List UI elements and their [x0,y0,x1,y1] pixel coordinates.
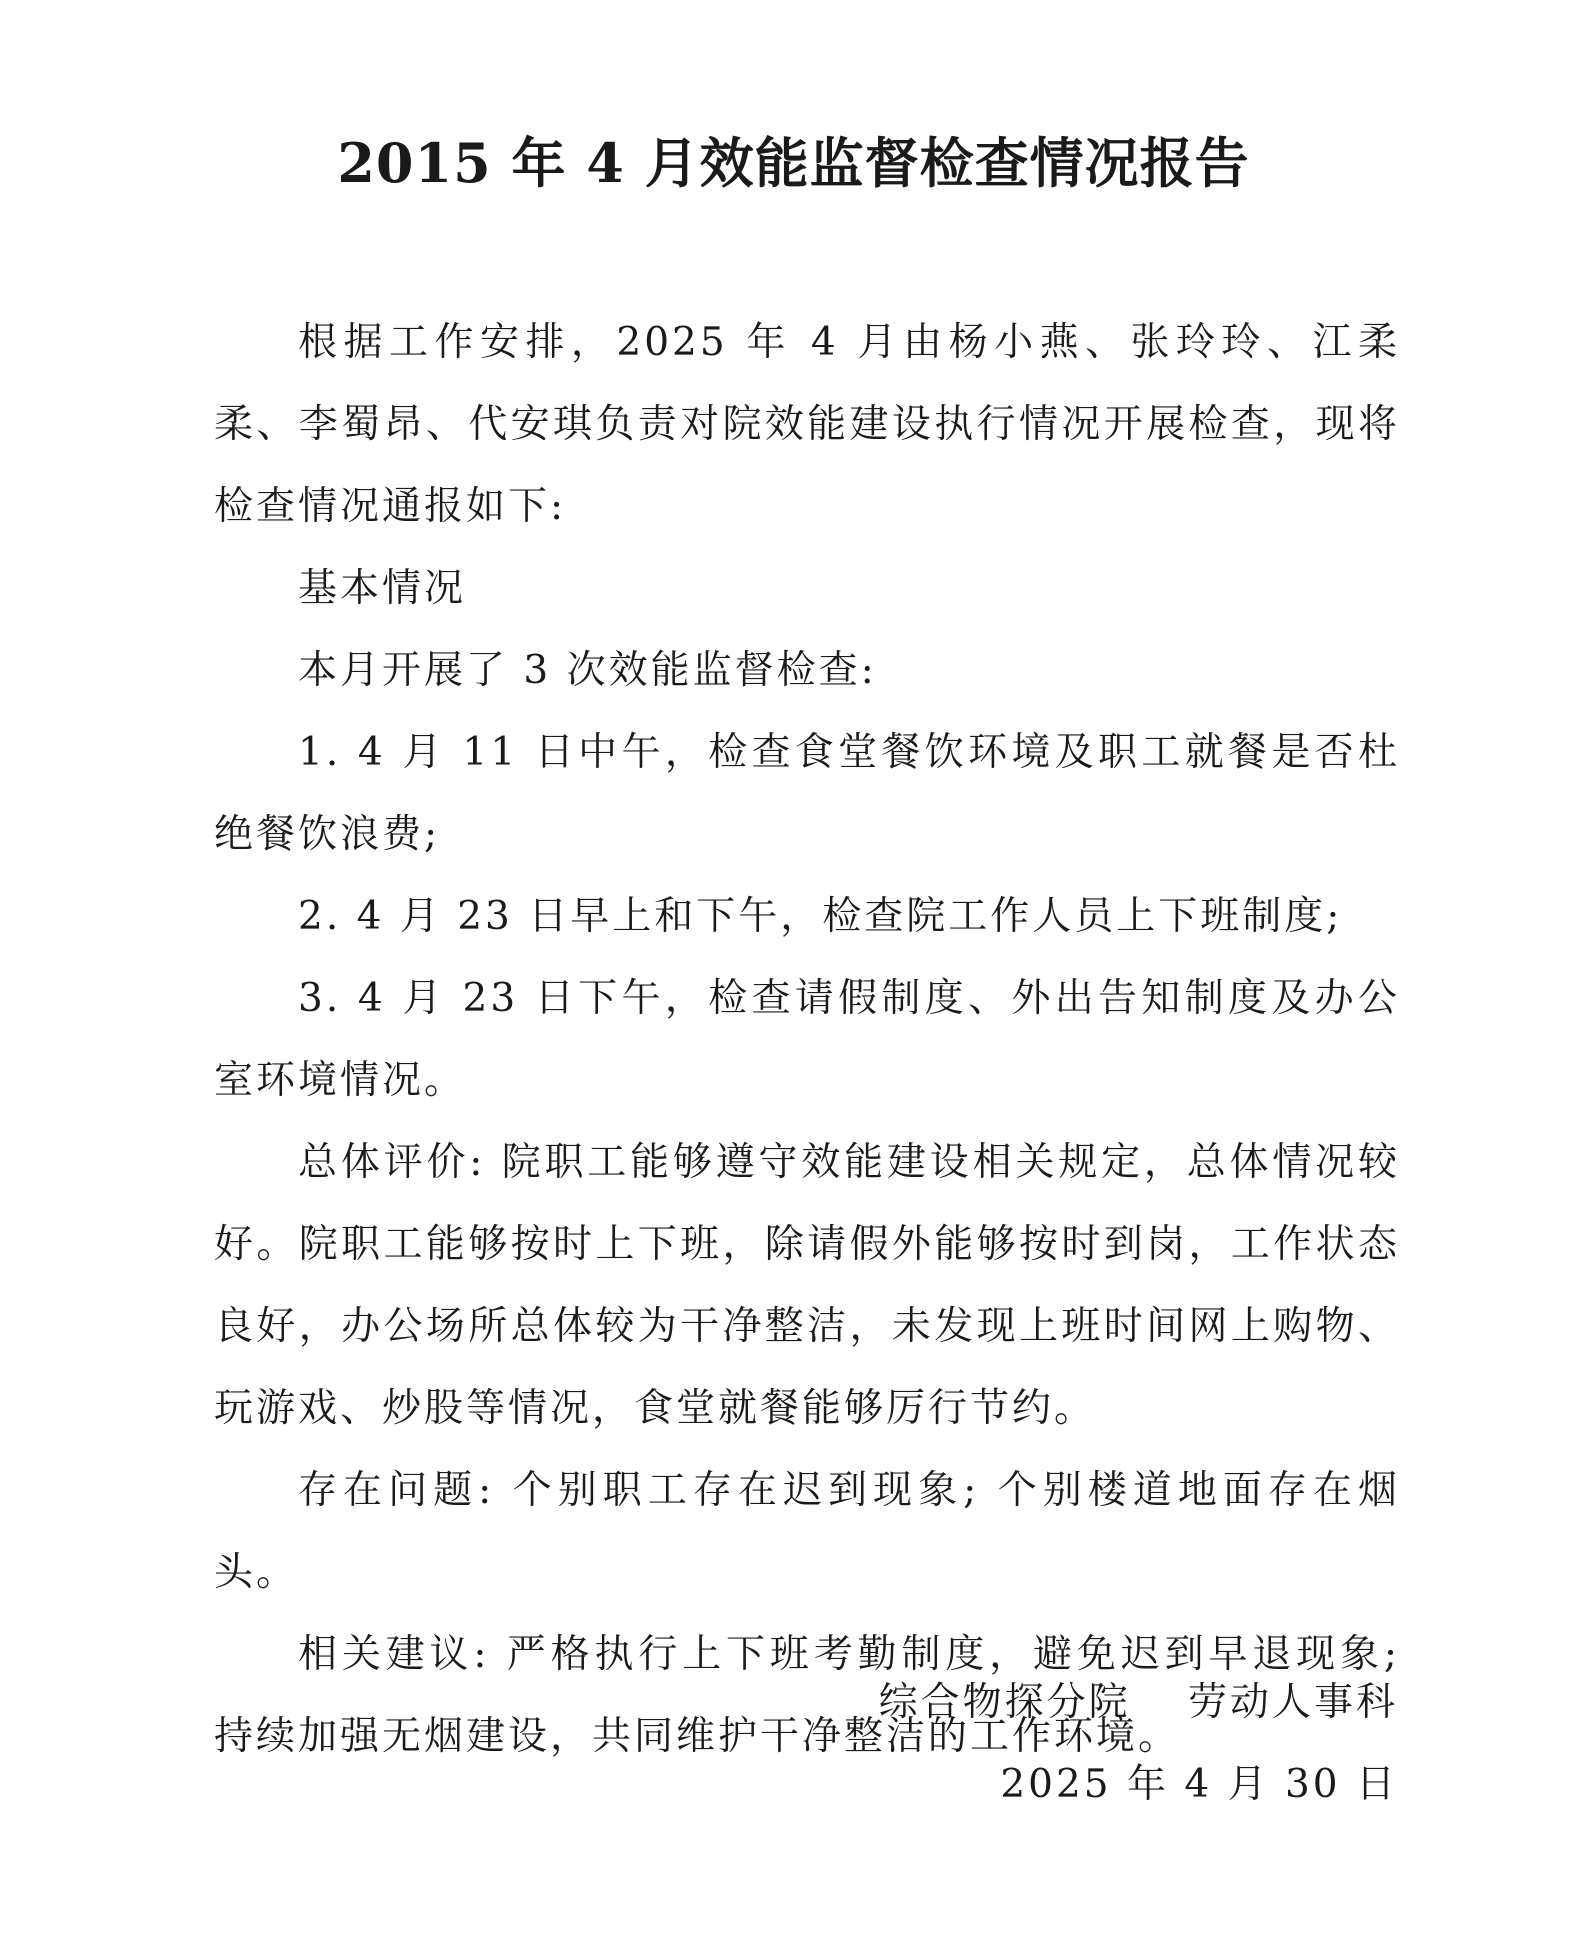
signature-date: 2025 年 4 月 30 日 [1000,1762,1398,1807]
inspection-item-3: 3. 4 月 23 日下午，检查请假制度、外出告知制度及办公室环境情况。 [214,976,1400,1103]
overall-evaluation: 总体评价: 院职工能够遵守效能建设相关规定，总体情况较好。院职工能够按时上下班，除请假外能够按时到岗，工作状态良好，办公场所总体较为干净整洁，未发现上班时间网上购物、玩游戏、炒股等情况，食堂就餐能够厉行节约。 [214,1140,1400,1431]
inspection-item-2: 2. 4 月 23 日早上和下午，检查院工作人员上下班制度; [298,894,1343,939]
document-title: 2015 年 4 月效能监督检查情况报告 [337,131,1250,195]
inspection-item-1: 1. 4 月 11 日中午，检查食堂餐饮环境及职工就餐是否杜绝餐饮浪费; [214,730,1400,857]
document-body [214,302,1400,1778]
existing-problems: 存在问题: 个别职工存在迟到现象; 个别楼道地面存在烟头。 [214,1468,1400,1595]
recommendations: 相关建议: 严格执行上下班考勤制度，避免迟到早退现象; 持续加强无烟建设，共同维护干净整洁的工作环境。 [214,1632,1400,1759]
intro-paragraph: 根据工作安排，2025 年 4 月由杨小燕、张玲玲、江柔柔、李蜀昂、代安琪负责对院效能建设执行情况开展检查，现将检查情况通报如下: [214,320,1400,529]
section-heading-basic: 基本情况 [298,566,467,611]
inspection-summary: 本月开展了 3 次效能监督检查: [298,648,877,693]
signature-block [879,1662,1398,1826]
signature-organization: 综合物探分院 劳动人事科 [878,1680,1398,1725]
